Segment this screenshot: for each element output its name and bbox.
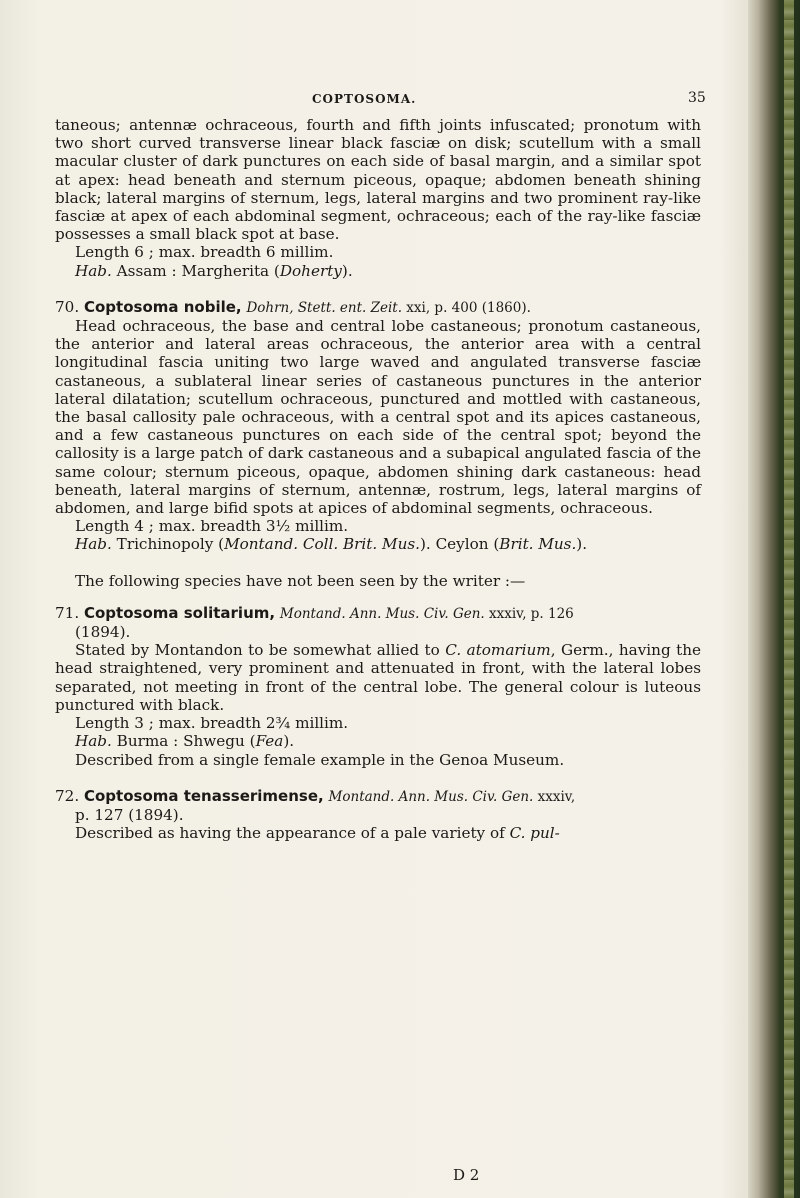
page-number: 35 [688, 90, 706, 106]
species-heading-71: 71. Coptosoma solitarium, Montand. Ann. Mus. Civ. Gen. xxxiv, p. 126 [55, 603, 574, 622]
species-name: Coptosoma tenasserimense, [83, 786, 324, 805]
species-heading-70: 70. Coptosoma nobile, Dohrn, Stett. ent. Zeit. xxi, p. 400 (1860). [55, 297, 531, 316]
spacer [55, 554, 701, 572]
spacer [55, 280, 701, 298]
species-heading-72: 72. Coptosoma tenasserimense, Montand. Ann. Mus. Civ. Gen. xxxiv, [55, 786, 576, 805]
running-title: COPTOSOMA. [312, 92, 417, 106]
measurement-line: Length 6 ; max. breadth 6 millim. [75, 243, 334, 262]
citation: Dohrn, Stett. ent. Zeit. [246, 299, 403, 316]
signature-mark: D 2 [453, 1166, 480, 1184]
species-number: 70. [55, 297, 80, 316]
source-note: Described from a single female example in the Genoa Museum. [75, 750, 565, 769]
collector: Doherty [279, 261, 342, 280]
page-body [55, 116, 701, 842]
editorial-note: The following species have not been seen by the writer :— [75, 571, 526, 590]
measurement-line: Length 3 ; max. breadth 2¾ millim. [75, 714, 349, 733]
habitat-line: Hab. Assam : Margherita (Doherty). [75, 261, 353, 280]
habitat-line: Hab. Trichinopoly (Montand. Coll. Brit. Mus.). Ceylon (Brit. Mus.). [75, 535, 588, 554]
citation-continued: p. 127 (1894). [75, 805, 184, 824]
habitat-line: Hab. Burma : Shwegu (Fea). [75, 732, 295, 751]
citation: Montand. Ann. Mus. Civ. Gen. [279, 605, 485, 622]
book-binding-strip [784, 0, 794, 1198]
hab-label: Hab. [75, 261, 112, 280]
citation-continued: (1894). [75, 623, 131, 642]
species-name: Coptosoma solitarium, [83, 603, 276, 622]
species-name: Coptosoma nobile, [83, 297, 242, 316]
species-description: Described as having the appearance of a pale variety of C. pul- [75, 824, 560, 843]
species-description: Head ochraceous, the base and central lobe castaneous; pronotum castaneous, the anterior and lateral areas ochraceous, the anterior area with a central longitudinal fascia uniting two large waved and angulated transverse fasciæ castaneous, a sublateral linear series of castaneous punctures in the anterior lateral dilatation; scutellum ochraceous, punctured and mottled with castaneous, the basal callosity pale ochraceous, with a central spot and its apices castaneous, and a few castaneous punctures on each side of the central spot; beyond the callosity is a large patch of dark castaneous and a subapical angulated fascia of the same colour; sternum piceous, opaque, abdomen shining dark castaneous: head beneath, lateral margins of sternum, antennæ, rostrum, legs, lateral margins of abdomen, and large bifid spots at apices of abdominal segments, ochraceous. [55, 317, 701, 518]
running-head [0, 92, 745, 116]
citation: Montand. Ann. Mus. Civ. Gen. [328, 788, 534, 805]
spacer [55, 590, 701, 604]
species-description: Stated by Montandon to be somewhat allied to C. atomarium, Germ., having the head straightened, very prominent and attenuated in front, with the lateral lobes separated, not meeting in front of the central lobe. The general colour is luteous punctured with black. [55, 641, 702, 714]
continued-description: taneous; antennæ ochraceous, fourth and fifth joints infuscated; pronotum with two short curved transverse linear black fasciæ on disk; scutellum with a small macular cluster of dark punctures on each side of basal margin, and a similar spot at apex: head beneath and sternum piceous, opaque; abdomen beneath shining black; lateral margins of sternum, legs, lateral margins and two prominent ray-like fasciæ at apex of each abdominal segment, ochraceous; each of the ray-like fasciæ possesses a small black spot at base. [55, 116, 701, 244]
measurement-line: Length 4 ; max. breadth 3½ millim. [75, 517, 349, 536]
spacer [55, 769, 701, 787]
